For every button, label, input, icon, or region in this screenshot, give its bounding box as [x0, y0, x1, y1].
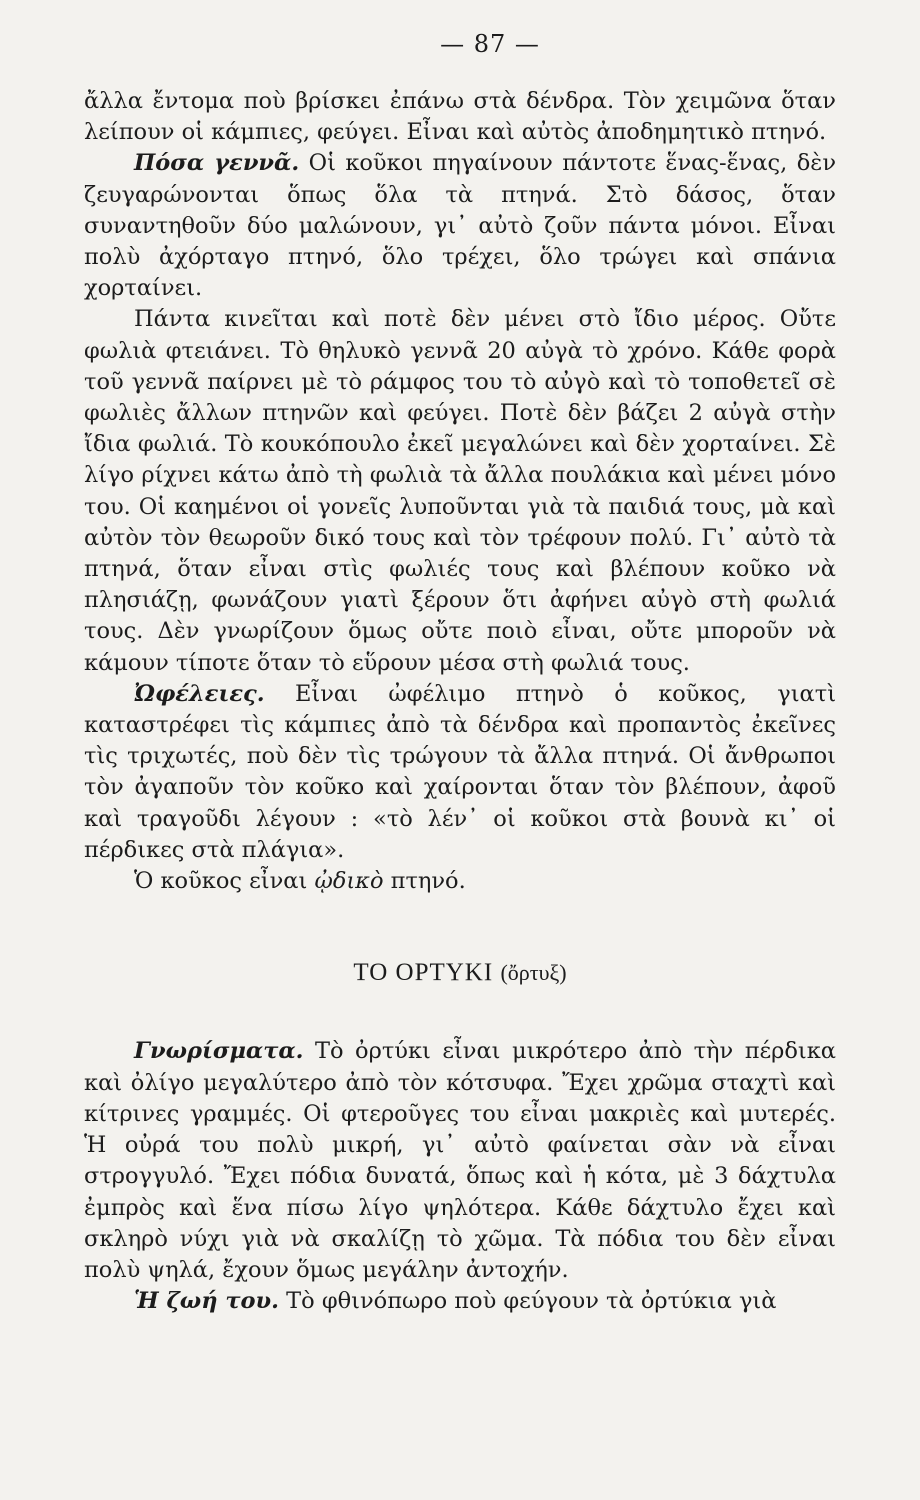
paragraph-text: Ὁ κοῦκος εἶναι [134, 868, 315, 895]
paragraph-insects [84, 86, 836, 148]
section-heading-ofeleies: Ὠφέλειες. [134, 680, 265, 707]
section-heading-gnorismata: Γνωρίσματα. [134, 1038, 304, 1065]
paragraph-text: Εἶναι ὠφέλιμο πτηνὸ ὁ κοῦκος, γιατὶ καταστρέφει τὶς κάμπιες ἀπὸ τὰ δένδρα καὶ προπαντὸς ἐκεῖνες τὶς τριχωτές, ποὺ δὲν τὶς τρώγουν τὰ ἄλλα πτηνά. Οἱ ἄνθρωποι τὸν ἀγαποῦν τὸν κοῦκο καὶ χαίρονται ὅταν τὸν βλέπουν, ἀφοῦ καὶ τραγοῦδι λέγουν : «τὸ λέν᾽ οἱ κοῦκοι στὰ βουνὰ κι᾽ οἱ πέρδικες στὰ πλάγια». [84, 680, 837, 863]
section-heading-i-zoi-tou: Ἡ ζωή του. [134, 1288, 279, 1315]
paragraph-text: Πάντα κινεῖται καὶ ποτὲ δὲν μένει στὸ ἴδιο μέρος. Οὔτε φωλιὰ φτειάνει. Τὸ θηλυκὸ γεννᾶ 20 αὐγὰ τὸ χρόνο. Κάθε φορὰ τοῦ γεννᾶ παίρνει μὲ τὸ ράμφος του τὸ αὐγὸ καὶ τὸ τοποθετεῖ σὲ φωλιὲς ἄλλων πτηνῶν καὶ φεύγει. Ποτὲ δὲν βάζει 2 αὐγὰ στὴν ἴδια φωλιά. Τὸ κουκόπουλο ἐκεῖ μεγαλώνει καὶ δὲν χορταίνει. Σὲ λίγο ρίχνει κάτω ἀπὸ τὴ φωλιὰ τὰ ἄλλα πουλάκια καὶ μένει μόνο του. Οἱ καημένοι οἱ γονεῖς λυποῦνται γιὰ τὰ παιδιά τους, μὰ καὶ αὐτὸν τὸν θεωροῦν δικό τους καὶ τὸν τρέφουν πολύ. Γι᾽ αὐτὸ τὰ πτηνά, ὅταν εἶναι στὶς φωλιές τους καὶ βλέπουν κοῦκο νὰ πλησιάζῃ, φωνάζουν γιατὶ ξέρουν ὅτι ἀφήνει αὐγὸ στὴ φωλιά τους. Δὲν γνωρίζουν ὅμως οὔτε ποιὸ εἶναι, οὔτε μποροῦν νὰ κάμουν τίποτε ὅταν τὸ εὕρουν μέσα στὴ φωλιά τους. [84, 306, 836, 676]
chapter-subtitle: (ὄρτυξ) [500, 960, 567, 986]
page-number: — 87 — [440, 30, 540, 58]
paragraph-benefits [84, 679, 836, 866]
section-heading-posa-gennai: Πόσα γεννᾶ. [134, 150, 300, 177]
chapter-title: ΤΟ ΟΡΤΥΚΙ [353, 959, 494, 987]
paragraph-songbird [84, 866, 836, 897]
paragraph-its-life [84, 1286, 836, 1317]
paragraph-text: Οἱ κοῦκοι πηγαίνουν πάντοτε ἕνας-ἕνας, δὲν ζευγαρώνονται ὅπως ὅλα τὰ πτηνά. Στὸ δάσος, ὅταν συναντηθοῦν δύο μαλώνουν, γι᾽ αὐτὸ ζοῦν πάντα μόνοι. Εἶναι πολὺ ἀχόρταγο πτηνό, ὅλο τρέχει, ὅλο τρώγει καὶ σπάνια χορταίνει. [84, 150, 836, 302]
page-body [84, 86, 836, 1317]
emphasized-word: ᾠδικὸ [314, 868, 384, 895]
paragraph-text: Τὸ φθινόπωρο ποὺ φεύγουν τὰ ὀρτύκια γιὰ [286, 1288, 777, 1315]
paragraph-never-still [84, 304, 836, 678]
paragraph-characteristics [84, 1036, 836, 1286]
paragraph-text: ἄλλα ἔντομα ποὺ βρίσκει ἐπάνω στὰ δένδρα. Τὸν χειμῶνα ὅταν λείπουν οἱ κάμπιες, φεύγει. Εἶναι καὶ αὐτὸς ἀποδημητικὸ πτηνό. [84, 88, 836, 146]
paragraph-how-many-eggs [84, 148, 836, 304]
paragraph-text-end: πτηνό. [383, 868, 466, 895]
chapter-heading [84, 957, 836, 988]
paragraph-text: Τὸ ὀρτύκι εἶναι μικρότερο ἀπὸ τὴν πέρδικα καὶ ὀλίγο μεγαλύτερο ἀπὸ τὸν κότσυφα. Ἔχει χρῶμα σταχτὶ καὶ κίτρινες γραμμές. Οἱ φτεροῦγες του εἶναι μακριὲς καὶ μυτερές. Ἡ οὐρά του πολὺ μικρή, γι᾽ αὐτὸ φαίνεται σὰν νὰ εἶναι στρογγυλό. Ἔχει πόδια δυνατά, ὅπως καὶ ἡ κότα, μὲ 3 δάχτυλα ἐμπρὸς καὶ ἕνα πίσω λίγο ψηλότερα. Κάθε δάχτυλο ἔχει καὶ σκληρὸ νύχι γιὰ νὰ σκαλίζῃ τὸ χῶμα. Τὰ πόδια του δὲν εἶναι πολὺ ψηλά, ἔχουν ὅμως μεγάλην ἀντοχήν. [84, 1038, 836, 1283]
